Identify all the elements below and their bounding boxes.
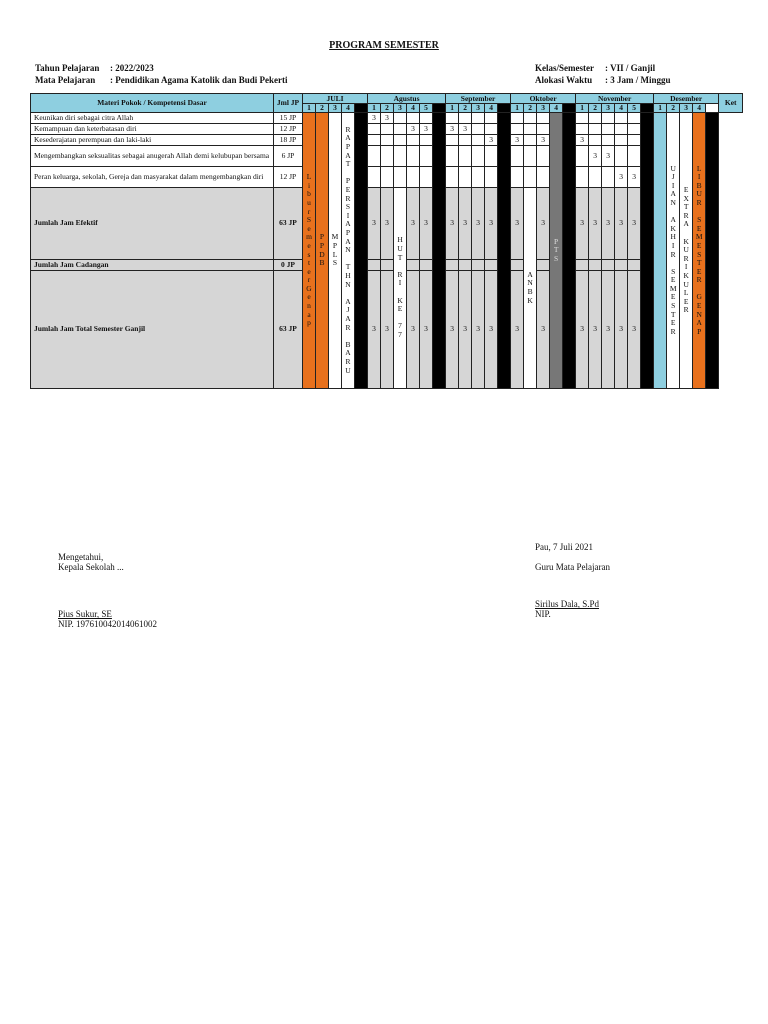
week-cell (368, 146, 381, 167)
alokasi-label: Alokasi Waktu (535, 75, 593, 85)
week-cell (537, 146, 550, 167)
week-cell: 3 (485, 187, 498, 259)
week-cell (472, 259, 485, 270)
week-cell (394, 124, 407, 135)
vertical-label-libur_semester: L I B U R S E M E S T E R G E N A P (695, 163, 703, 336)
week-cell: 3 (576, 187, 589, 259)
week-cell (446, 167, 459, 188)
guru-name: Sirilus Dala, S.Pd (535, 599, 600, 609)
week-cell (628, 259, 641, 270)
special-column (498, 113, 511, 389)
table-row (31, 167, 743, 188)
week-cell (602, 135, 615, 146)
week-cell: 3 (459, 124, 472, 135)
week-cell (537, 113, 550, 124)
week-number: 2 (524, 104, 537, 113)
week-cell (628, 135, 641, 146)
alokasi-value: : 3 Jam / Minggu (605, 75, 671, 85)
week-number: 4 (407, 104, 420, 113)
week-number: 3 (537, 104, 550, 113)
week-cell (472, 135, 485, 146)
special-column (706, 113, 719, 389)
week-separator (563, 104, 576, 113)
week-cell (420, 135, 433, 146)
week-cell: 3 (628, 167, 641, 188)
jp-cell: 0 JP (274, 259, 303, 270)
week-cell (615, 124, 628, 135)
week-cell: 3 (615, 167, 628, 188)
materi-cell: Peran keluarga, sekolah, Gereja dan masyarakat dalam mengembangkan diri (31, 167, 274, 188)
week-number: 3 (472, 104, 485, 113)
week-cell (615, 113, 628, 124)
month-juli: JULI (303, 94, 368, 104)
materi-cell: Jumlah Jam Total Semester Ganjil (31, 270, 274, 388)
week-cell (407, 167, 420, 188)
week-cell (511, 259, 524, 270)
week-cell: 3 (381, 187, 394, 259)
week-cell (446, 146, 459, 167)
week-cell (485, 124, 498, 135)
materi-cell: Jumlah Jam Efektif (31, 187, 274, 259)
week-number: 1 (446, 104, 459, 113)
week-cell: 3 (446, 270, 459, 388)
vertical-label-rapat: R A P A T P E R S I A P A N T H N A J A R B A R U (345, 124, 351, 375)
week-separator (641, 104, 654, 113)
week-cell: 3 (459, 270, 472, 388)
jp-cell: 6 JP (274, 146, 303, 167)
jp-cell: 18 JP (274, 135, 303, 146)
week-cell (485, 167, 498, 188)
month-oktober: Oktober (511, 94, 576, 104)
week-cell: 3 (589, 187, 602, 259)
week-cell (420, 259, 433, 270)
week-cell (511, 146, 524, 167)
table-row (31, 124, 743, 135)
jp-cell: 63 JP (274, 270, 303, 388)
week-number: 1 (368, 104, 381, 113)
week-cell (407, 259, 420, 270)
week-cell (602, 124, 615, 135)
week-cell: 3 (485, 270, 498, 388)
week-number: 3 (394, 104, 407, 113)
mengetahui-text: Mengetahui, (58, 552, 104, 562)
week-cell: 3 (576, 135, 589, 146)
materi-cell: Kemampuan dan keterbatasan diri (31, 124, 274, 135)
week-cell: 3 (420, 187, 433, 259)
week-cell (511, 113, 524, 124)
special-column (303, 113, 316, 389)
week-cell (602, 259, 615, 270)
week-number: 1 (303, 104, 316, 113)
week-cell (576, 113, 589, 124)
week-number: 5 (420, 104, 433, 113)
week-cell: 3 (537, 187, 550, 259)
week-number: 1 (576, 104, 589, 113)
jp-cell: 12 JP (274, 167, 303, 188)
week-number: 2 (381, 104, 394, 113)
kepala-text: Kepala Sekolah ... (58, 562, 124, 572)
week-cell (589, 113, 602, 124)
week-cell (446, 259, 459, 270)
vertical-label-pts: P T S (553, 236, 559, 263)
week-cell: 3 (407, 124, 420, 135)
week-number: 4 (615, 104, 628, 113)
month-september: September (446, 94, 511, 104)
week-cell: 3 (381, 270, 394, 388)
jp-cell: 15 JP (274, 113, 303, 124)
special-column (433, 113, 446, 389)
week-cell: 3 (537, 135, 550, 146)
week-cell (407, 113, 420, 124)
week-number: 3 (680, 104, 693, 113)
month-desember: Desember (654, 94, 719, 104)
month-november: November (576, 94, 654, 104)
week-cell (394, 135, 407, 146)
week-cell (394, 167, 407, 188)
kelas-label: Kelas/Semester (535, 63, 594, 73)
week-cell: 3 (602, 187, 615, 259)
week-cell (628, 124, 641, 135)
special-column (550, 113, 563, 389)
week-number: 2 (316, 104, 329, 113)
week-cell: 3 (407, 187, 420, 259)
week-number: 4 (342, 104, 355, 113)
vertical-label-ppdb: P P D B (319, 232, 325, 268)
week-cell (407, 135, 420, 146)
vertical-label-libur_genap: L i b u r S e m e s t e r G e n a p (306, 172, 312, 328)
week-number: 5 (628, 104, 641, 113)
special-column (680, 113, 693, 389)
week-cell (615, 259, 628, 270)
week-number: 2 (589, 104, 602, 113)
week-cell (420, 113, 433, 124)
week-cell (537, 259, 550, 270)
table-row (31, 146, 743, 167)
week-cell: 3 (511, 135, 524, 146)
materi-cell: Jumlah Jam Cadangan (31, 259, 274, 270)
special-column (641, 113, 654, 389)
week-cell: 3 (368, 187, 381, 259)
week-number: 4 (693, 104, 706, 113)
week-cell: 3 (485, 135, 498, 146)
week-cell (368, 259, 381, 270)
special-column (329, 113, 342, 389)
special-column (563, 113, 576, 389)
week-cell (381, 135, 394, 146)
special-column (667, 113, 680, 389)
week-cell (459, 135, 472, 146)
week-number: 4 (485, 104, 498, 113)
week-cell (472, 167, 485, 188)
special-column (342, 113, 355, 389)
info-right (535, 62, 671, 86)
week-cell (537, 124, 550, 135)
week-cell: 3 (615, 187, 628, 259)
week-number: 3 (329, 104, 342, 113)
week-cell (524, 124, 537, 135)
week-cell (589, 135, 602, 146)
vertical-label-anbk: A N B K (527, 269, 533, 305)
week-cell (368, 124, 381, 135)
special-column (355, 113, 368, 389)
week-cell: 3 (472, 270, 485, 388)
week-cell: 3 (472, 187, 485, 259)
week-cell: 3 (602, 146, 615, 167)
week-cell (524, 135, 537, 146)
week-cell (628, 146, 641, 167)
table-row (31, 270, 743, 388)
program-semester-table (30, 93, 743, 389)
week-number: 3 (602, 104, 615, 113)
week-cell: 3 (589, 270, 602, 388)
week-separator (355, 104, 368, 113)
week-cell (407, 146, 420, 167)
week-cell: 3 (511, 270, 524, 388)
week-cell: 3 (368, 113, 381, 124)
week-cell (446, 135, 459, 146)
week-cell: 3 (537, 270, 550, 388)
week-cell (446, 113, 459, 124)
week-cell (524, 167, 537, 188)
week-cell (576, 124, 589, 135)
month-agustus: Agustus (368, 94, 446, 104)
week-cell: 3 (602, 270, 615, 388)
place-date: Pau, 7 Juli 2021 (535, 542, 594, 552)
guru-text: Guru Mata Pelajaran (535, 562, 610, 572)
table-row (31, 187, 743, 259)
week-cell: 3 (446, 187, 459, 259)
week-number: 4 (550, 104, 563, 113)
table-row (31, 113, 743, 124)
tahun-value: : 2022/2023 (110, 63, 154, 73)
tahun-label: Tahun Pelajaran (35, 63, 100, 73)
week-number: 1 (511, 104, 524, 113)
week-cell (381, 167, 394, 188)
vertical-label-mpls: M P L S (331, 232, 339, 268)
info-left (35, 62, 288, 86)
jp-cell: 12 JP (274, 124, 303, 135)
week-cell: 3 (576, 270, 589, 388)
vertical-label-hut_ri: H U T R I K E 7 7 (397, 235, 403, 339)
jp-cell: 63 JP (274, 187, 303, 259)
week-cell (589, 124, 602, 135)
week-cell: 3 (511, 187, 524, 259)
week-cell: 3 (589, 146, 602, 167)
week-separator (498, 104, 511, 113)
week-cell (576, 146, 589, 167)
week-cell (485, 146, 498, 167)
week-cell: 3 (407, 270, 420, 388)
week-cell (459, 113, 472, 124)
week-cell (524, 146, 537, 167)
week-cell: 3 (420, 270, 433, 388)
week-cell (485, 259, 498, 270)
week-cell (420, 167, 433, 188)
week-cell: 3 (459, 187, 472, 259)
kelas-value: : VII / Ganjil (605, 63, 656, 73)
materi-cell: Mengembangkan seksualitas sebagai anugerah Allah demi kelubupan bersama (31, 146, 274, 167)
week-cell (615, 135, 628, 146)
week-cell (459, 259, 472, 270)
signature-right (535, 542, 610, 619)
table-row (31, 135, 743, 146)
week-cell (381, 259, 394, 270)
week-cell (602, 167, 615, 188)
week-cell (368, 135, 381, 146)
mapel-label: Mata Pelajaran (35, 75, 96, 85)
week-cell (524, 113, 537, 124)
special-column (654, 113, 667, 389)
special-column (524, 187, 537, 388)
week-cell (576, 259, 589, 270)
week-cell (381, 146, 394, 167)
week-cell: 3 (628, 270, 641, 388)
week-cell (459, 146, 472, 167)
week-number: 2 (459, 104, 472, 113)
week-separator (433, 104, 446, 113)
week-cell (485, 113, 498, 124)
materi-cell: Keunikan diri sebagai citra Allah (31, 113, 274, 124)
week-cell (472, 113, 485, 124)
week-cell (368, 167, 381, 188)
week-cell: 3 (381, 113, 394, 124)
vertical-label-ujian: U J I A N A K H I R S E M E S T E R (669, 163, 677, 336)
week-cell (420, 146, 433, 167)
header-materi: Materi Pokok / Kompetensi Dasar (31, 94, 274, 113)
week-cell (394, 146, 407, 167)
week-cell (615, 146, 628, 167)
week-cell (576, 167, 589, 188)
week-cell (381, 124, 394, 135)
kepala-nip: NIP. 197610042014061002 (58, 619, 158, 629)
week-cell (628, 113, 641, 124)
week-cell (602, 113, 615, 124)
week-cell: 3 (420, 124, 433, 135)
week-cell (459, 167, 472, 188)
guru-nip: NIP. (535, 609, 551, 619)
week-cell (394, 113, 407, 124)
week-number: 1 (654, 104, 667, 113)
week-cell (511, 167, 524, 188)
week-cell (472, 146, 485, 167)
week-cell (511, 124, 524, 135)
vertical-label-ekstra: E X T R A K U R I K U L E R (683, 185, 689, 315)
special-column (693, 113, 706, 389)
signature-left (58, 552, 157, 629)
special-column (394, 187, 407, 388)
week-cell: 3 (446, 124, 459, 135)
kepala-name: Pius Sukur, SE (58, 609, 112, 619)
week-number: 2 (667, 104, 680, 113)
materi-cell: Kesederajatan perempuan dan laki-laki (31, 135, 274, 146)
week-cell (589, 259, 602, 270)
header-ket: Ket (719, 94, 743, 113)
table-row (31, 259, 743, 270)
week-cell (472, 124, 485, 135)
week-cell: 3 (615, 270, 628, 388)
week-cell: 3 (368, 270, 381, 388)
week-cell (589, 167, 602, 188)
page-title: PROGRAM SEMESTER (329, 40, 439, 51)
header-jml-jp: Jml JP (274, 94, 303, 113)
mapel-value: : Pendidikan Agama Katolik dan Budi Pekerti (110, 75, 288, 85)
special-column (316, 113, 329, 389)
week-cell: 3 (628, 187, 641, 259)
week-cell (537, 167, 550, 188)
